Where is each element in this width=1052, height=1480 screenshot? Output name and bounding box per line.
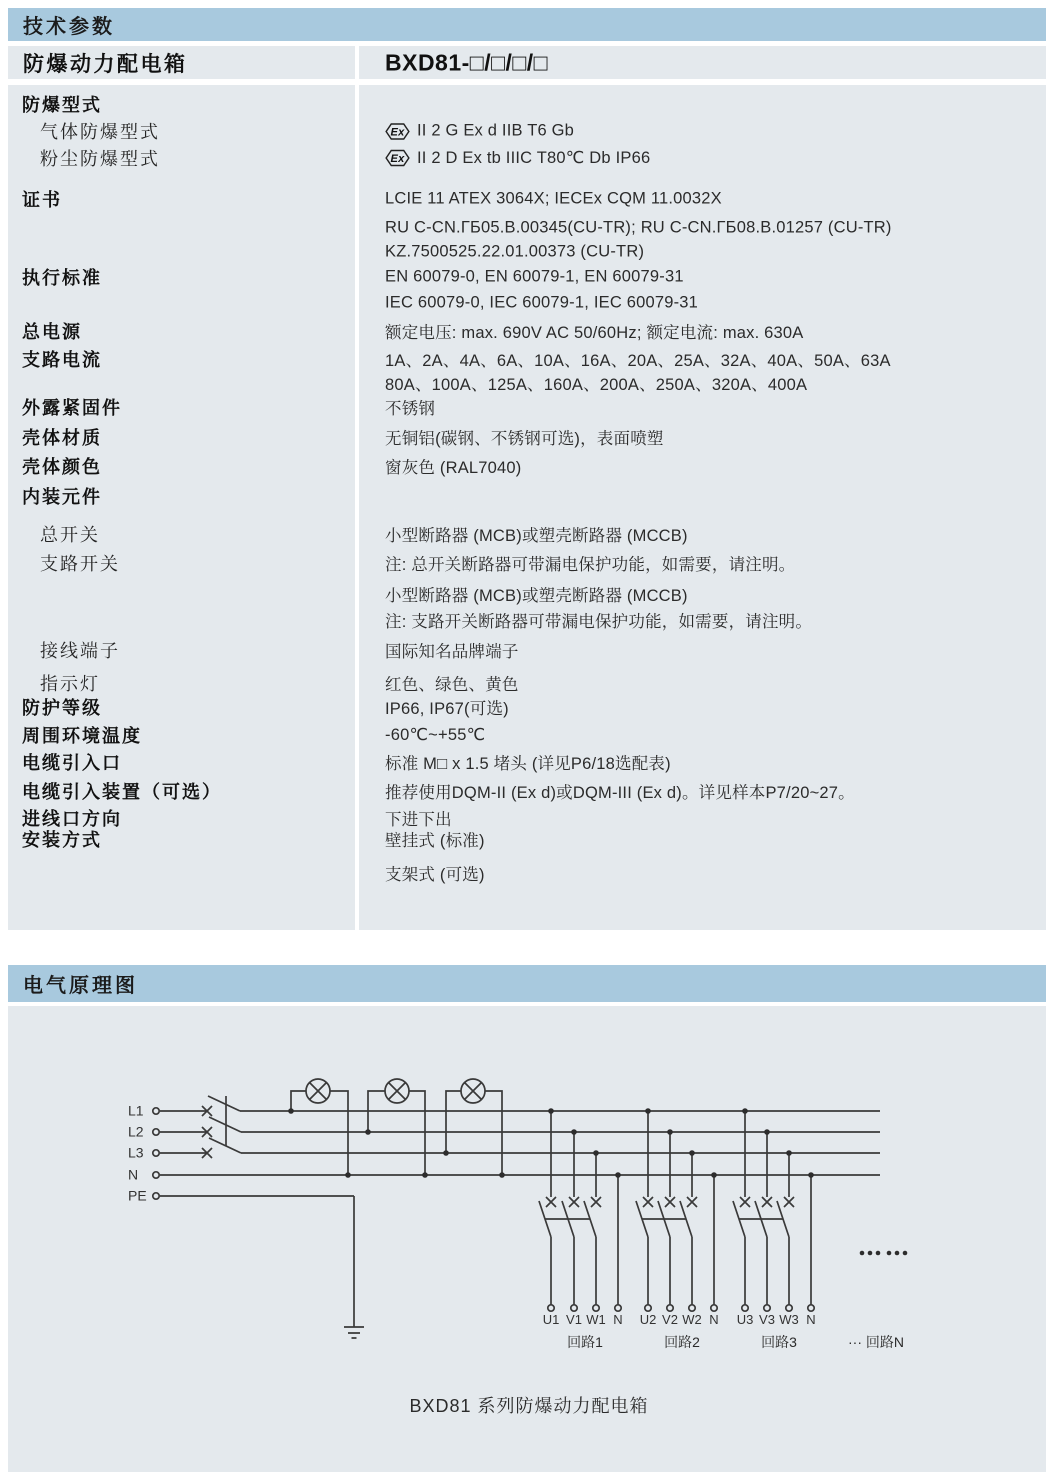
spec-value-text: EN 60079-0, EN 60079-1, EN 60079-31 (385, 267, 684, 286)
spec-label: 支路电流 (22, 350, 102, 370)
main-breaker (202, 1096, 241, 1158)
spec-value (385, 395, 435, 419)
spec-value (385, 827, 485, 851)
spec-label: 电缆引入装置（可选） (22, 782, 222, 802)
spec-label: 壳体材质 (22, 428, 102, 448)
circuit-label-group (567, 1334, 904, 1350)
indicator-lamp-l2 (368, 1079, 425, 1175)
spec-value (385, 671, 519, 695)
spec-label: 总电源 (22, 322, 82, 342)
spec-value-text: 小型断路器 (MCB)或塑壳断路器 (MCCB) (385, 527, 688, 545)
spec-label: 进线口方向 (22, 809, 122, 829)
spec-value-text: 窗灰色 (RAL7040) (385, 459, 522, 477)
terminal-label: W1 (586, 1312, 606, 1327)
spec-value (385, 371, 807, 395)
spec-label: 指示灯 (40, 674, 100, 694)
model-code: BXD81-□/□/□/□ (385, 49, 549, 75)
spec-value-text: -60℃~+55℃ (385, 726, 486, 744)
bus-label-l1: L1 (128, 1102, 144, 1119)
indicator-lamp-l1 (291, 1079, 348, 1175)
section-title-schematic: 电气原理图 (23, 975, 138, 997)
more-circuits-ellipsis-dots (860, 1251, 908, 1256)
atex-ex-icon (385, 149, 410, 167)
spec-value-text: 80A、100A、125A、160A、200A、250A、320A、400A (385, 376, 808, 394)
spec-value-text: 无铜铝(碳钢、不锈钢可选)，表面喷塑 (385, 430, 664, 448)
earth-ground-icon (344, 1327, 364, 1338)
spec-value-text: 注: 支路开关断路器可带漏电保护功能，如需要，请注明。 (385, 613, 813, 631)
circuit-label-2: 回路2 (664, 1334, 700, 1350)
spec-label: 防护等级 (22, 698, 102, 718)
spec-value-text: 1A、2A、4A、6A、10A、16A、20A、25A、32A、40A、50A、63A (385, 352, 891, 370)
terminal-label: N (806, 1312, 816, 1327)
spec-value-text: 下进下出 (385, 811, 452, 829)
circuit-label-n: ··· 回路N (848, 1334, 904, 1350)
spec-value-text: 国际知名品牌端子 (385, 643, 519, 661)
spec-value-text: 额定电压: max. 690V AC 50/60Hz; 额定电流: max. 630A (385, 324, 804, 342)
terminal-label: U3 (736, 1312, 754, 1327)
circuit-label-3: 回路3 (761, 1334, 797, 1350)
spec-label: 支路开关 (40, 554, 120, 574)
branch-circuit-3 (733, 1111, 814, 1311)
spec-label: 安装方式 (22, 830, 102, 850)
branch-circuit-2 (636, 1111, 717, 1311)
spec-value-text: 支架式 (可选) (385, 866, 485, 884)
terminal-label-group (543, 1312, 816, 1327)
spec-label: 粉尘防爆型式 (40, 149, 160, 169)
terminal-label: V2 (662, 1312, 678, 1327)
spec-value (385, 148, 650, 168)
spec-value (385, 319, 804, 343)
terminal-label: V3 (759, 1312, 775, 1327)
spec-value-text: IP66, IP67(可选) (385, 700, 509, 718)
spec-value-text: 注: 总开关断路器可带漏电保护功能，如需要，请注明。 (385, 556, 796, 574)
spec-value (385, 347, 891, 371)
spec-value (385, 551, 795, 575)
svg-text:Ex: Ex (390, 152, 405, 165)
spec-label: 外露紧固件 (22, 398, 122, 418)
spec-value-text: RU C-CN.ГБ05.B.00345(CU-TR); RU C-CN.ГБ08.B.01257 (CU-TR) (385, 218, 892, 237)
spec-label: 电缆引入口 (22, 753, 122, 773)
terminal-label: N (613, 1312, 623, 1327)
bus-label-group (128, 1103, 147, 1204)
product-name: 防爆动力配电箱 (23, 52, 188, 76)
section-title-tech-params: 技术参数 (23, 16, 115, 38)
schematic-svg (8, 1006, 1046, 1472)
schematic-caption: BXD81 系列防爆动力配电箱 (409, 1396, 649, 1416)
spec-label: 气体防爆型式 (40, 122, 160, 142)
product-header-row (8, 46, 1046, 79)
terminal-label: W2 (682, 1312, 702, 1327)
section-header-schematic (8, 965, 1046, 1002)
column-divider (355, 85, 359, 930)
terminal-label: W3 (779, 1312, 799, 1327)
spec-value (385, 268, 684, 287)
spec-value (385, 122, 574, 141)
spec-label: 周围环境温度 (22, 726, 142, 746)
spec-value-text: 小型断路器 (MCB)或塑壳断路器 (MCCB) (385, 587, 688, 605)
spec-value (385, 425, 664, 449)
bus-label-l2: L2 (128, 1123, 144, 1140)
spec-value-text: KZ.7500525.22.01.00373 (CU-TR) (385, 242, 645, 261)
atex-ex-icon (385, 122, 410, 140)
spec-value-text: LCIE 11 ATEX 3064X; IECEx CQM 11.0032X (385, 189, 722, 208)
spec-value (385, 779, 855, 803)
branch-circuit-1 (539, 1111, 621, 1311)
spec-label: 证书 (22, 190, 62, 210)
spec-value (385, 243, 644, 262)
spec-value-text: IEC 60079-0, IEC 60079-1, IEC 60079-31 (385, 293, 699, 312)
svg-text:Ex: Ex (390, 125, 405, 138)
spec-value (385, 638, 519, 662)
spec-value (385, 522, 688, 546)
spec-value (385, 608, 812, 632)
spec-label: 总开关 (40, 525, 100, 545)
spec-value-text: 标准 M□ x 1.5 堵头 (详见P6/18选配表) (385, 755, 671, 773)
spec-label: 防爆型式 (22, 95, 102, 115)
column-divider (355, 46, 359, 79)
section-header-tech-params (8, 8, 1046, 41)
spec-value (385, 750, 671, 774)
bus-label-l3: L3 (128, 1144, 144, 1161)
terminal-label: U2 (639, 1312, 657, 1327)
spec-label: 执行标准 (22, 268, 102, 288)
spec-value-text: 红色、绿色、黄色 (385, 676, 519, 694)
spec-value-text: II 2 G Ex d IIB T6 Gb (417, 121, 575, 140)
spec-value (385, 861, 485, 885)
spec-value (385, 294, 698, 313)
supply-terminal-circles (153, 1108, 159, 1199)
spec-label: 壳体颜色 (22, 457, 102, 477)
terminal-label: N (709, 1312, 719, 1327)
spec-value-text: 壁挂式 (标准) (385, 832, 485, 850)
schematic-wiring (153, 1079, 880, 1338)
spec-value-text: 推荐使用DQM-II (Ex d)或DQM-III (Ex d)。详见样本P7/20~27。 (385, 784, 855, 802)
spec-value-text: 不锈钢 (385, 400, 436, 418)
bus-label-pe: PE (128, 1187, 147, 1204)
spec-value (385, 582, 688, 606)
spec-value (385, 454, 521, 478)
spec-value (385, 219, 892, 238)
schematic-panel (8, 1006, 1046, 1472)
spec-value (385, 190, 722, 209)
circuit-label-1: 回路1 (567, 1334, 603, 1350)
indicator-lamp-l3 (446, 1079, 502, 1175)
spec-value (385, 725, 485, 745)
terminal-label: V1 (566, 1312, 582, 1327)
spec-label: 内装元件 (22, 487, 102, 507)
spec-table (8, 85, 1046, 930)
terminal-label: U1 (542, 1312, 560, 1327)
spec-label: 接线端子 (40, 641, 120, 661)
bus-label-n: N (128, 1166, 139, 1183)
spec-value-text: II 2 D Ex tb IIIC T80℃ Db IP66 (417, 149, 651, 167)
spec-value (385, 695, 509, 719)
